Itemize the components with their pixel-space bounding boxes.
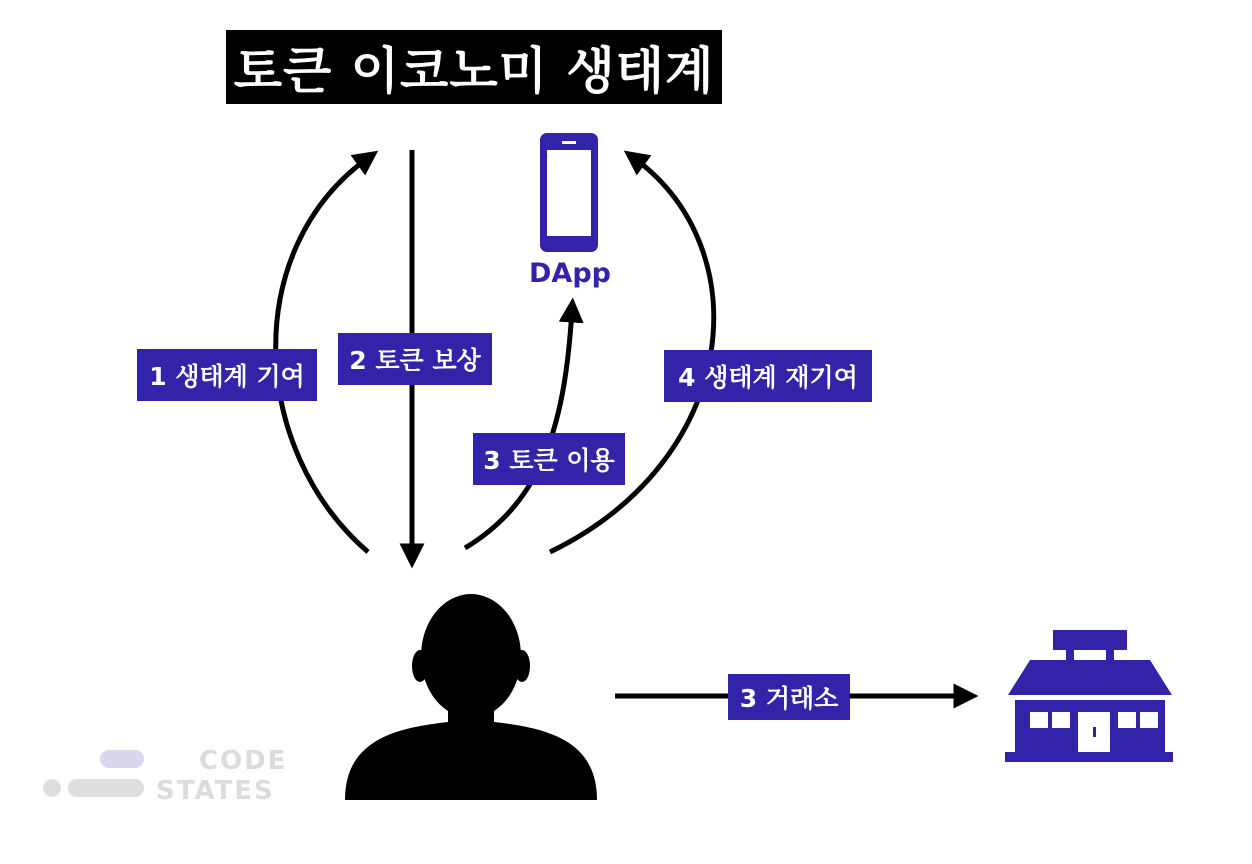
label-contribute: 1 생태계 기여 (137, 349, 317, 401)
label-exchange: 3 거래소 (728, 674, 850, 720)
label-reward: 2 토큰 보상 (338, 333, 492, 385)
diagram-title: 토큰 이코노미 생태계 (226, 30, 722, 104)
logo-text-code: CODE (199, 746, 288, 776)
dapp-label: DApp (529, 258, 611, 289)
person-silhouette-icon (345, 594, 597, 800)
logo-text-states: STATES (156, 776, 275, 806)
storefront-icon (1005, 630, 1173, 762)
smartphone-icon (540, 133, 598, 252)
logo-mark (43, 750, 144, 797)
label-use: 3 토큰 이용 (473, 433, 625, 485)
label-recontribute: 4 생태계 재기여 (664, 350, 872, 402)
